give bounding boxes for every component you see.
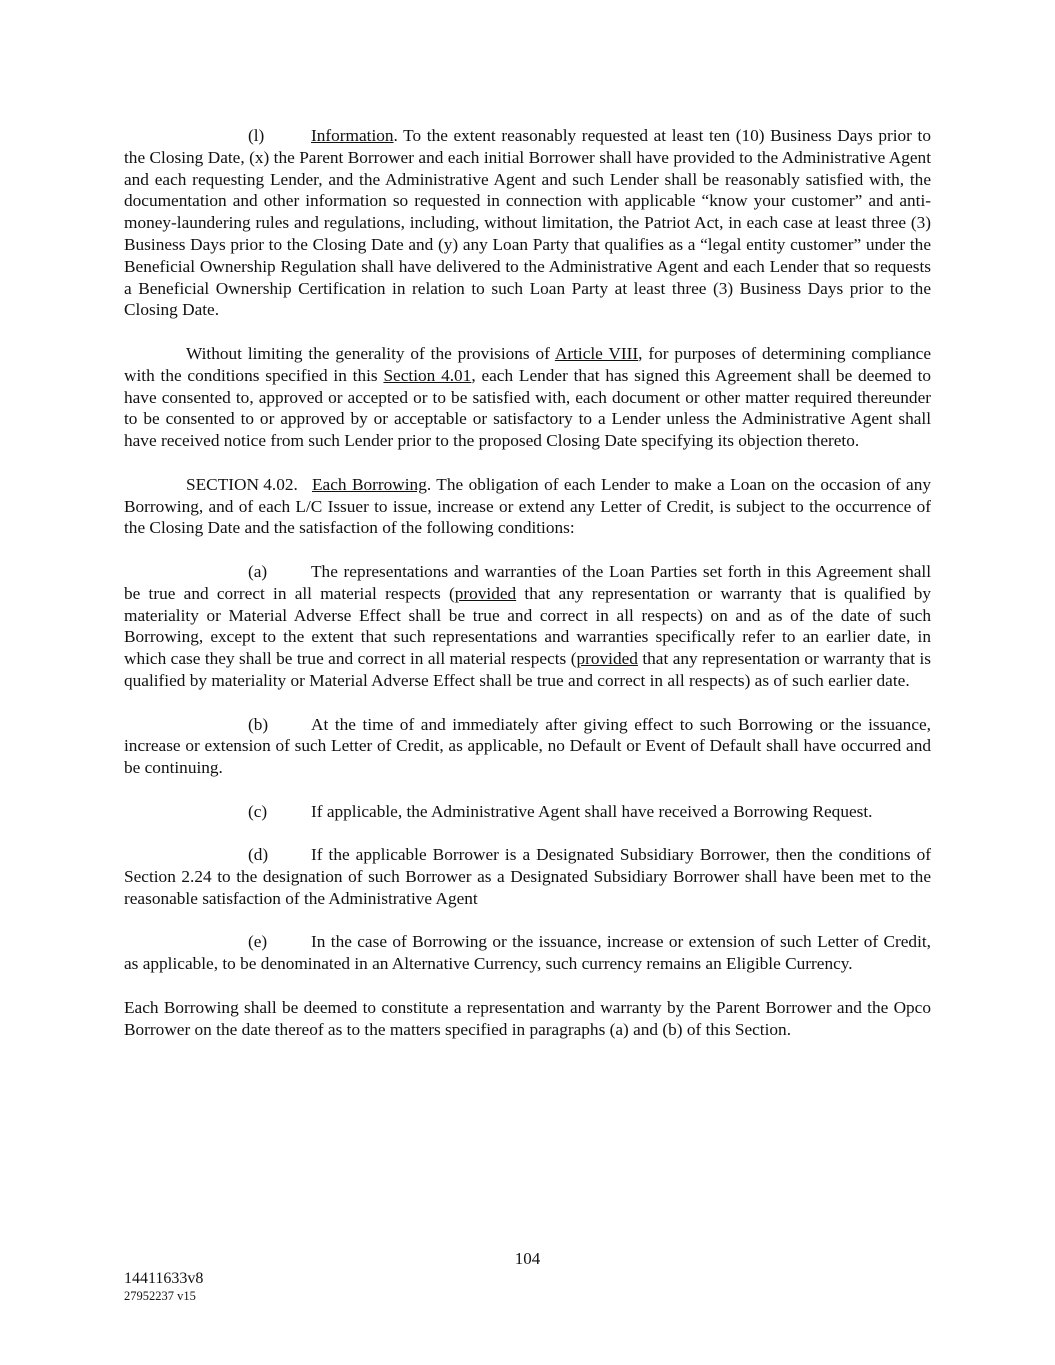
paragraph-text: If the applicable Borrower is a Designated Subsidiary Borrower, then the conditions of Section 2.24 to the designation of such Borrower as a Designated Subsidiary Borrower shall have been met to the reasonable satisfaction of the Administrative Agent	[124, 845, 931, 908]
paragraph-a	[124, 561, 931, 692]
paragraph-text: that any representation or warranty that is qualified by materiality or Material Adverse Effect shall be true and correct in all respects) on and as of the date of such Borrowing, except to the extent that such representations and warranties specifically refer to an earlier date, in which case they shall be true and correct in all material respects (	[124, 583, 931, 669]
paragraph-label: (b)	[248, 714, 269, 734]
cross-reference-section: Section 4.01	[383, 365, 472, 385]
paragraph-text: . To the extent reasonably requested at least ten (10) Business Days prior to the Closing Date, (x) the Parent Borrower and each initial Borrower shall have provided to the Administrative Agent and each requesting Lender, and the Administrative Agent and such Lender shall be reasonably satisfied with, the documentation and other information so requested in connection with applicable “know your customer” and anti-money-laundering rules and regulations, including, without limitation, the Patriot Act, in each case at least three (3) Business Days prior to the Closing Date and (y) any Loan Party that qualifies as a “legal entity customer” under the Beneficial Ownership Regulation shall have delivered to the Administrative Agent and each Lender that so requests a Beneficial Ownership Certification in relation to such Loan Party at least three (3) Business Days prior to the Closing Date.	[124, 126, 931, 320]
proviso-term: provided	[454, 583, 517, 603]
paragraph-text: Without limiting the generality of the provisions of	[186, 343, 555, 363]
paragraph-label: (e)	[248, 932, 268, 952]
paragraph-text: , for purposes of determining compliance with the conditions specified in this	[124, 343, 931, 385]
cross-reference-article: Article VIII	[554, 343, 639, 363]
paragraph-text: Each Borrowing shall be deemed to constitute a representation and warranty by the Parent Borrower and the Opco Borrower on the date thereof as to the matters specified in paragraphs (a) and (b) of this Section.	[124, 997, 931, 1039]
paragraph-label: (l)	[248, 126, 265, 145]
paragraph-d	[124, 844, 931, 909]
section-heading-4-02	[124, 474, 931, 539]
paragraph-b	[124, 714, 931, 779]
document-id-secondary: 27952237 v15	[124, 1289, 196, 1303]
proviso-term: provided	[576, 649, 638, 669]
paragraph-label: (d)	[248, 845, 269, 865]
section-number: SECTION 4.02.	[186, 474, 298, 494]
paragraph-final	[124, 997, 931, 1041]
section-title: Each Borrowing	[312, 474, 427, 494]
paragraph-text: that any representation or warranty that is qualified by materiality or Material Adverse Effect shall be true and correct in all respects) as of such earlier date.	[124, 649, 931, 690]
document-body	[124, 125, 931, 1040]
paragraph-text: . The obligation of each Lender to make a Loan on the occasion of any Borrowing, and of each L/C Issuer to issue, increase or extend any Letter of Credit, is subject to the occurrence of the Closing Date and the satisfaction of the following conditions:	[124, 474, 931, 538]
paragraph-text: , each Lender that has signed this Agreement shall be deemed to have consented to, approved or accepted or to be satisfied with, each document or other matter required thereunder to be consented to or approved by or acceptable or satisfactory to a Lender unless the Administrative Agent shall have received notice from such Lender prior to the proposed Closing Date specifying its objection thereto.	[124, 365, 932, 451]
paragraph-without-limiting	[124, 343, 931, 452]
paragraph-text: At the time of and immediately after giving effect to such Borrowing or the issuance, increase or extension of such Letter of Credit, as applicable, no Default or Event of Default shall have occurred and be continuing.	[124, 714, 931, 778]
paragraph-label: (c)	[248, 801, 268, 821]
paragraph-text: The representations and warranties of the Loan Parties set forth in this Agreement shall be true and correct in all material respects (	[124, 561, 931, 603]
paragraph-e	[124, 931, 931, 975]
page-number: 104	[514, 1249, 541, 1268]
paragraph-text: If applicable, the Administrative Agent shall have received a Borrowing Request.	[311, 801, 873, 821]
paragraph-heading: Information	[311, 126, 394, 145]
paragraph-text: In the case of Borrowing or the issuance, increase or extension of such Letter of Credit, as applicable, to be denominated in an Alternative Currency, such currency remains an Eligible Currency.	[124, 932, 931, 974]
paragraph-label: (a)	[248, 561, 268, 581]
paragraph-l	[124, 125, 931, 321]
document-id: 14411633v8	[124, 1270, 204, 1287]
paragraph-c	[124, 801, 931, 823]
